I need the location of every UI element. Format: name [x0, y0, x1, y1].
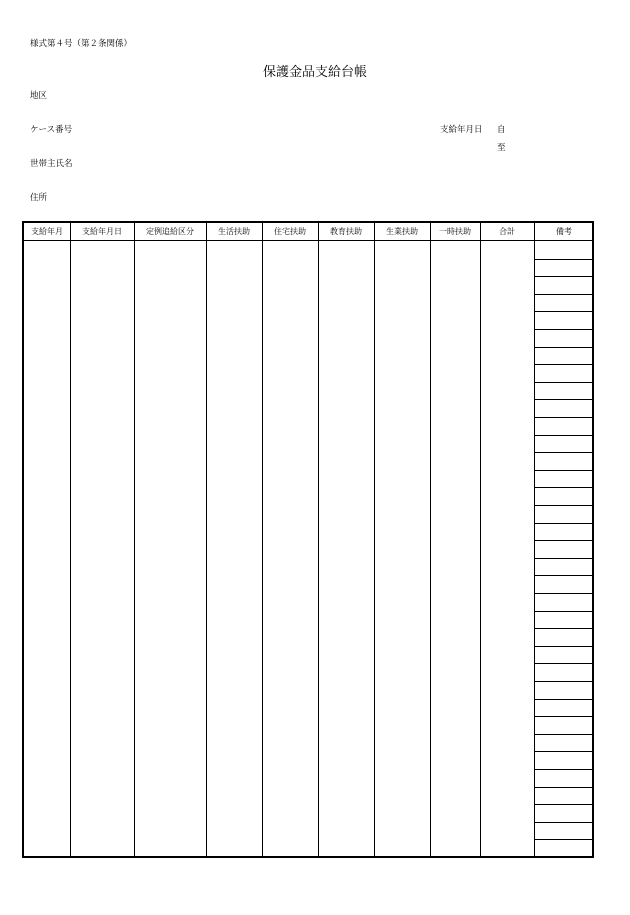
from-label: 自: [497, 125, 506, 135]
remarks-row-divider: [534, 646, 594, 647]
remarks-row-divider: [534, 505, 594, 506]
column-header: 合計: [499, 227, 515, 236]
remarks-row-divider: [534, 417, 594, 418]
remarks-row-divider: [534, 593, 594, 594]
column-divider: [206, 223, 207, 856]
remarks-row-divider: [534, 382, 594, 383]
remarks-row-divider: [534, 804, 594, 805]
payment-date-label: 支給年月日: [440, 125, 483, 135]
page-title: 保護金品支給台帳: [262, 65, 367, 80]
remarks-row-divider: [534, 523, 594, 524]
remarks-row-divider: [534, 839, 594, 840]
remarks-row-divider: [534, 716, 594, 717]
remarks-row-divider: [534, 364, 594, 365]
remarks-row-divider: [534, 681, 594, 682]
remarks-row-divider: [534, 787, 594, 788]
remarks-row-divider: [534, 558, 594, 559]
case-number-label: ケース番号: [30, 125, 73, 135]
column-divider: [262, 223, 263, 856]
remarks-row-divider: [534, 452, 594, 453]
remarks-row-divider: [534, 487, 594, 488]
to-label: 至: [497, 143, 506, 153]
column-header: 生活扶助: [218, 227, 250, 236]
remarks-row-divider: [534, 311, 594, 312]
address-label: 住所: [30, 193, 48, 203]
column-header: 生業扶助: [386, 227, 418, 236]
remarks-row-divider: [534, 575, 594, 576]
remarks-row-divider: [534, 751, 594, 752]
remarks-row-divider: [534, 769, 594, 770]
remarks-row-divider: [534, 540, 594, 541]
remarks-row-divider: [534, 259, 594, 260]
column-divider: [480, 223, 481, 856]
column-header: 支給年月日: [82, 227, 122, 236]
remarks-row-divider: [534, 699, 594, 700]
column-header: 支給年月: [31, 227, 63, 236]
remarks-row-divider: [534, 628, 594, 629]
remarks-row-divider: [534, 663, 594, 664]
remarks-row-divider: [534, 329, 594, 330]
form-number: 様式第４号（第２条関係）: [30, 39, 133, 49]
remarks-row-divider: [534, 470, 594, 471]
district-label: 地区: [30, 91, 48, 101]
column-divider: [374, 223, 375, 856]
column-header: 備考: [556, 227, 572, 236]
column-header: 定例追給区分: [146, 227, 194, 236]
remarks-row-divider: [534, 734, 594, 735]
remarks-row-divider: [534, 294, 594, 295]
remarks-row-divider: [534, 822, 594, 823]
column-divider: [430, 223, 431, 856]
remarks-row-divider: [534, 276, 594, 277]
column-divider: [70, 223, 71, 856]
column-header: 教育扶助: [330, 227, 362, 236]
column-divider: [318, 223, 319, 856]
column-header: 一時扶助: [439, 227, 471, 236]
remarks-row-divider: [534, 399, 594, 400]
remarks-row-divider: [534, 611, 594, 612]
column-header: 住宅扶助: [274, 227, 306, 236]
ledger-table: [22, 221, 594, 858]
remarks-row-divider: [534, 347, 594, 348]
remarks-row-divider: [534, 435, 594, 436]
column-divider: [134, 223, 135, 856]
householder-label: 世帯主氏名: [30, 159, 73, 169]
